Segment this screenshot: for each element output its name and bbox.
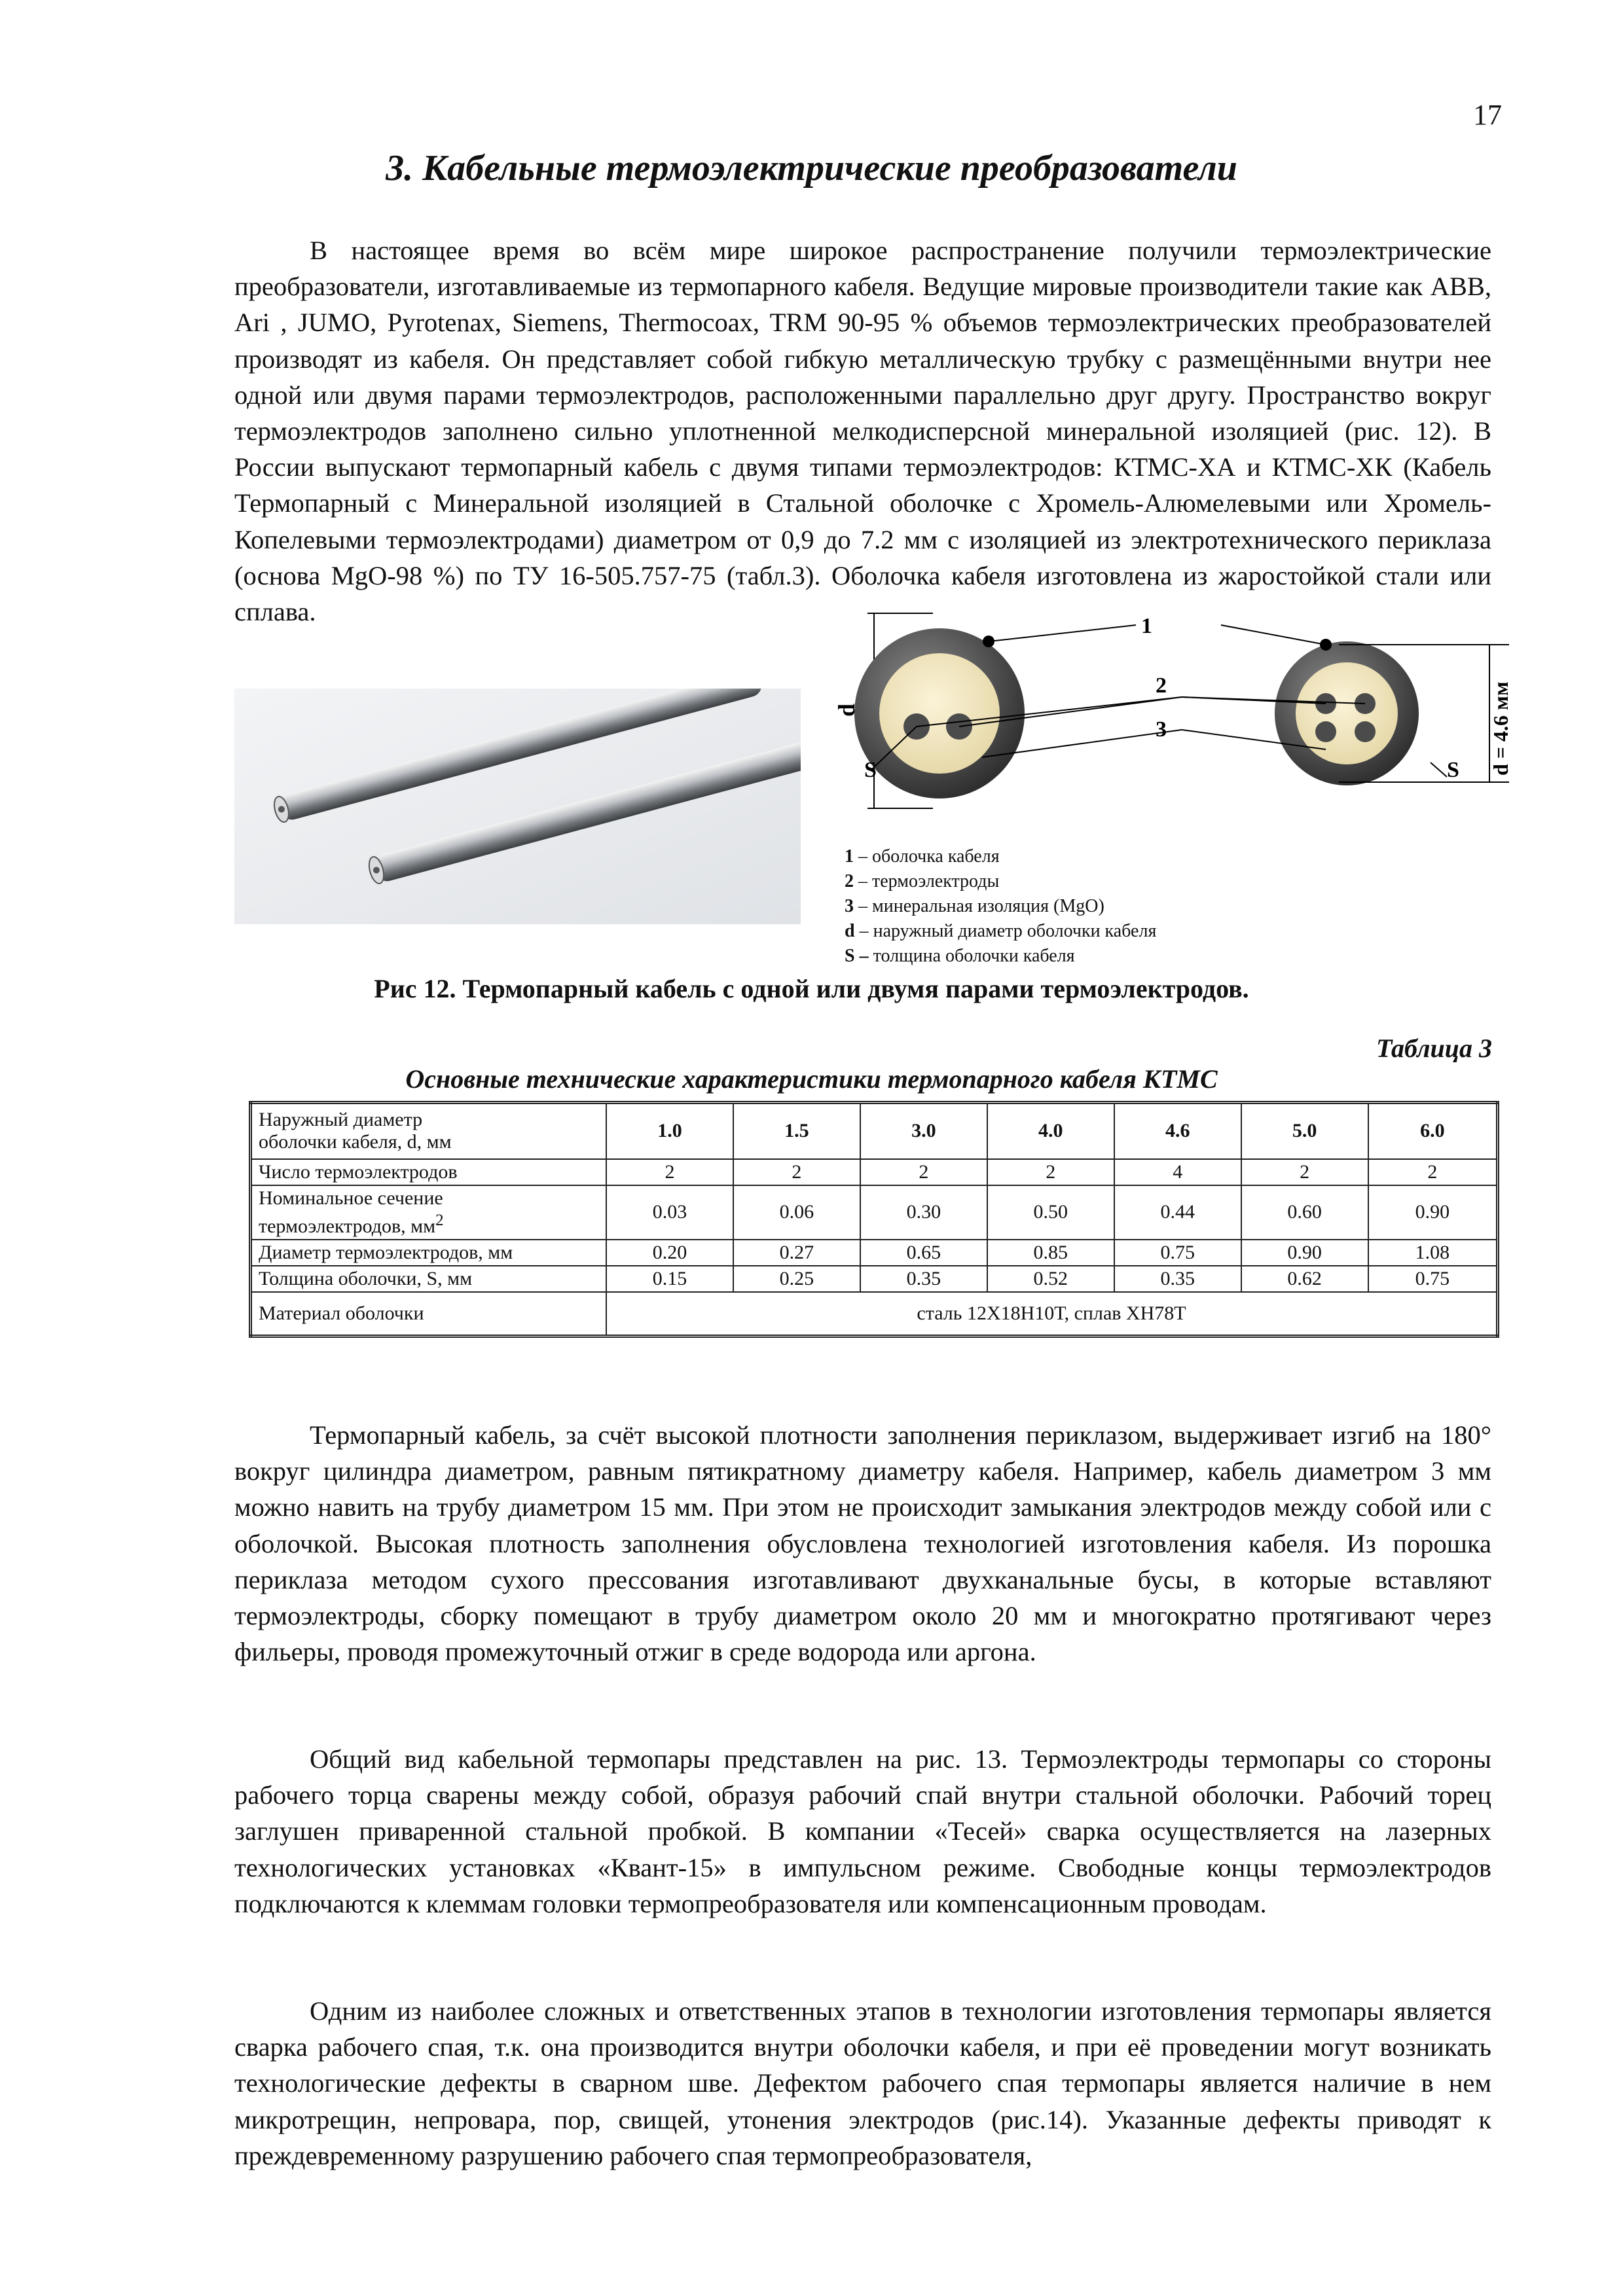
page-number: 17 [1473,99,1502,131]
callout-1: 1 [1141,614,1152,638]
cable-photo [234,689,801,924]
table-row [251,1292,1498,1336]
row-header: Номинальное сечение термоэлектродов, $мм^2$ [251,1185,607,1240]
table-cell: 0.60 [1241,1185,1368,1240]
table-cell: 1.0 [606,1103,733,1159]
table-label: Таблица 3 [1376,1033,1492,1063]
dimension-d-right: d = 4.6 мм [1489,681,1512,776]
table-cell: 2 [606,1159,733,1185]
row-header: Наружный диаметр оболочки кабеля, d, мм [251,1103,607,1159]
callout-3: 3 [1156,717,1167,742]
figure-legend [845,844,1156,969]
paragraph-bending: Термопарный кабель, за счёт высокой плотности заполнения периклазом, выдерживает изгиб на 180° вокруг цилиндра диаметром, равным пятикратному диаметру кабеля. Например, кабель диаметром 3 мм можно навить на трубу диаметром 15 мм. При этом не происходит замыкания электродов между собой или с оболочкой. Высокая плотность заполнения обусловлена технологией изготовления кабеля. Из порошка периклаза методом сухого прессования изготавливают двухканальные бусы, в которые вставляют термоэлектроды, сборку помещают в трубу диаметром около 20 мм и многократно протягивают через фильеры, проводя промежуточный отжиг в среде водорода или аргона. [234,1420,1491,1667]
shell-thickness-left: S [864,758,877,782]
row-header: Число термоэлектродов [251,1159,607,1185]
cross-section-diagram [828,605,1512,818]
section-heading: 3. Кабельные термоэлектрические преобразователи [386,148,1237,188]
table-cell: 0.65 [860,1240,987,1266]
table-cell: 0.30 [860,1185,987,1240]
table-cell: 1.08 [1368,1240,1498,1266]
table-cell: 0.62 [1241,1266,1368,1292]
table-cell: 0.44 [1114,1185,1241,1240]
callout-2: 2 [1156,673,1167,698]
table-cell: 0.90 [1241,1240,1368,1266]
paragraph-general-view: Общий вид кабельной термопары представлен на рис. 13. Термоэлектроды термопары со стороны рабочего торца сварены между собой, образуя рабочий спай внутри стальной оболочки. Рабочий торец заглушен приваренной стальной пробкой. В компании «Тесей» сварка осуществляется на лазерных технологических установках «Квант-15» в импульсном режиме. Свободные концы термоэлектродов подключаются к клеммам головки термопреобразователя или компенсационным проводам. [234,1744,1491,1918]
table-cell: 4.6 [1114,1103,1241,1159]
paragraph-welding: Одним из наиболее сложных и ответственных этапов в технологии изготовления термопары является сварка рабочего спая, т.к. она производится внутри оболочки кабеля, и при её проведении могут возникать технологические дефекты в сварном шве. Дефектом рабочего спая термопары является наличие в нем микротрещин, непровара, пор, свищей, утонения электродов (рис.14). Указанные дефекты приводят к преждевременному разрушению рабочего спая термопреобразователя, [234,1996,1491,2170]
table-cell: 6.0 [1368,1103,1498,1159]
table-cell: 0.25 [733,1266,860,1292]
table-cell: 0.50 [987,1185,1114,1240]
table-cell: 2 [860,1159,987,1185]
row-header: Толщина оболочки, S, мм [251,1266,607,1292]
table-cell: 0.03 [606,1185,733,1240]
legend-item: S – толщина оболочки кабеля [845,946,1075,966]
table-cell: 0.75 [1114,1240,1241,1266]
figure-caption: Рис 12. Термопарный кабель с одной или двумя парами термоэлектродов. [374,974,1249,1003]
table-cell: 4 [1114,1159,1241,1185]
table-row [251,1185,1498,1240]
legend-item: 2 – термоэлектроды [845,871,1000,891]
table-cell: 1.5 [733,1103,860,1159]
table-row [251,1159,1498,1185]
table-cell: 2 [1241,1159,1368,1185]
table-row [251,1266,1498,1292]
table-cell: 2 [987,1159,1114,1185]
legend-item: 1 – оболочка кабеля [845,846,1000,867]
legend-item: d – наружный диаметр оболочки кабеля [845,921,1157,941]
table-cell: 0.90 [1368,1185,1498,1240]
legend-item: 3 – минеральная изоляция (MgO) [845,896,1104,916]
spec-table [249,1101,1499,1338]
row-header: Диаметр термоэлектродов, мм [251,1240,607,1266]
table-cell: сталь 12Х18Н10Т, сплав ХН78Т [606,1292,1498,1336]
table-title: Основные технические характеристики термопарного кабеля КТМС [405,1064,1218,1094]
table-cell: 0.35 [860,1266,987,1292]
table-cell: 5.0 [1241,1103,1368,1159]
table-cell: 3.0 [860,1103,987,1159]
table-cell: 0.35 [1114,1266,1241,1292]
table-cell: 0.06 [733,1185,860,1240]
table-cell: 4.0 [987,1103,1114,1159]
table-cell: 0.52 [987,1266,1114,1292]
paragraph-intro: В настоящее время во всём мире широкое распространение получили термоэлектрические преобразователи, изготавливаемые из термопарного кабеля. Ведущие мировые производители такие как ABB, Ari , JUMO, Pyrotenax, Siemens, Thermocoax, TRM 90-95 % объемов термоэлектрических преобразователей производят из кабеля. Он представляет собой гибкую металлическую трубку с размещёнными внутри нее одной или двумя парами термоэлектродов, расположенными параллельно друг другу. Пространство вокруг термоэлектродов заполнено сильно уплотненной мелкодисперсной минеральной изоляцией (рис. 12). В России выпускают термопарный кабель с двумя типами термоэлектродов: КТМС-ХА и КТМС-ХК (Кабель Термопарный с Минеральной изоляцией в Стальной оболочке с Хромель-Алюмелевыми или Хромель-Копелевыми термоэлектродами) диаметром от 0,9 до 7.2 мм с изоляцией из электротехнического периклаза (основа MgO-98 %) по ТУ 16-505.757-75 (табл.3). Оболочка кабеля изготовлена из жаростойкой стали или сплава. [234,236,1491,627]
table-row [251,1240,1498,1266]
row-header: Материал оболочки [251,1292,607,1336]
table-cell: 0.27 [733,1240,860,1266]
table-cell: 0.20 [606,1240,733,1266]
dimension-d-left: d [833,703,860,717]
table-row [251,1103,1498,1159]
table-cell: 0.75 [1368,1266,1498,1292]
table-cell: 2 [1368,1159,1498,1185]
shell-thickness-right: S [1447,758,1459,782]
table-cell: 2 [733,1159,860,1185]
table-cell: 0.85 [987,1240,1114,1266]
table-cell: 0.15 [606,1266,733,1292]
